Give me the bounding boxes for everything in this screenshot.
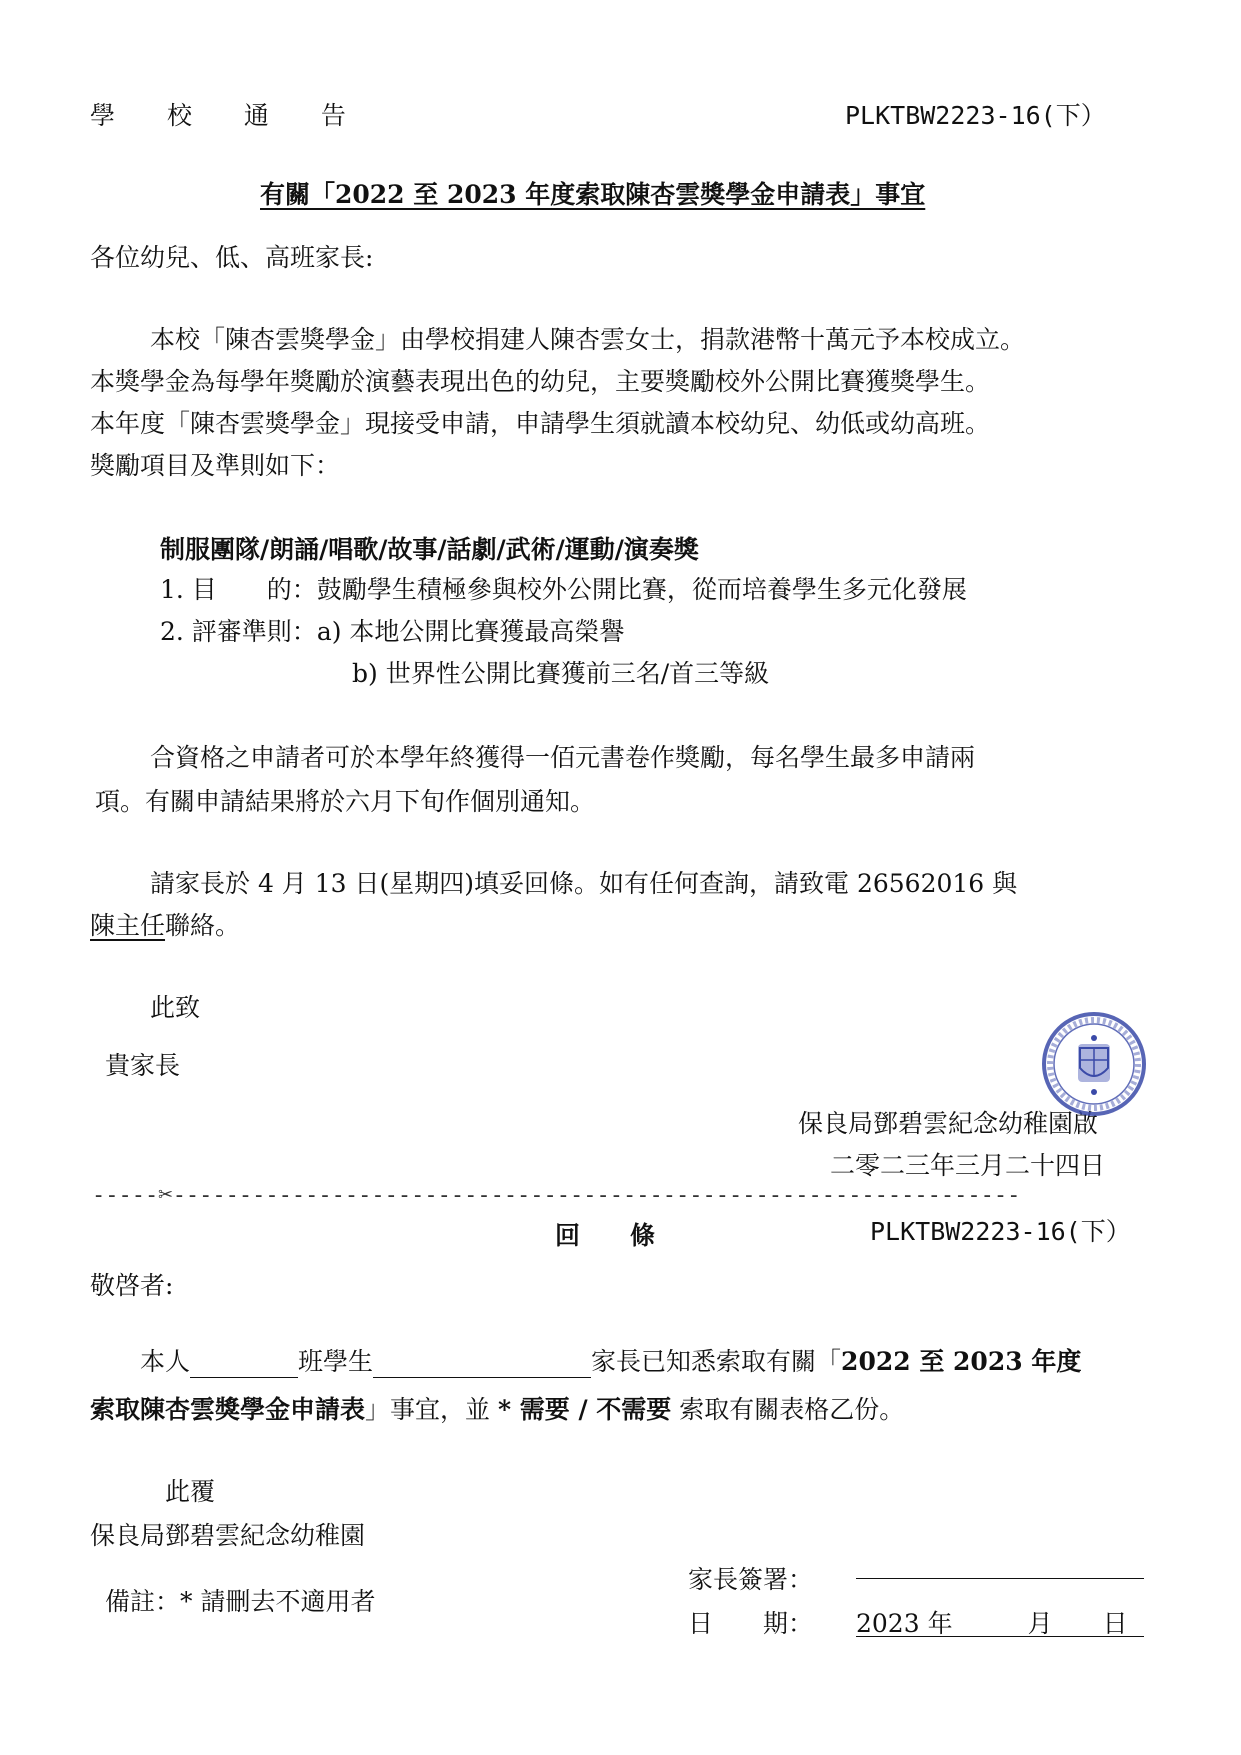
date-underline [856,1636,1144,1637]
para1-line1: 本校「陳杏雲獎學金」由學校捐建人陳杏雲女士，捐款港幣十萬元予本校成立。 [150,325,1026,354]
closing-sender: 保良局鄧碧雲紀念幼稚園啟 [798,1109,1099,1138]
award-item2 [160,612,624,648]
reply-line1-b: 班學生 [298,1347,374,1376]
reply-line1-a: 本人 [140,1347,191,1376]
para1-line3: 本年度「陳杏雲獎學金」現接受申請，申請學生須就讀本校幼兒、幼低或幼高班。 [90,409,991,438]
cut-dashes-right: ---------------------------------------------------------------- [172,1183,1021,1208]
closing-date: 二零二三年三月二十四日 [830,1151,1106,1180]
reply-line2-b: 索取有關表格乙份。 [679,1395,905,1424]
award-item2-b: b) 世界性公開比賽獲前三名/首三等級 [352,659,770,688]
reply-title: 回 條 [555,1221,656,1250]
reply-line2-a: 」事宜，並 [365,1395,491,1424]
salutation: 各位幼兒、低、高班家長: [90,243,374,272]
para1-line4: 獎勵項目及準則如下： [90,451,341,480]
reply-ref-number: PLKTBW2223-16(下） [870,1217,1131,1246]
award-item2-a: a) 本地公開比賽獲最高榮譽 [316,617,625,646]
reply-cifu: 此覆 [165,1477,216,1506]
cut-line [92,1180,1140,1210]
award-heading: 制服團隊/朗誦/唱歌/故事/話劇/武術/運動/演奏獎 [160,535,699,564]
reference-number: PLKTBW2223-16(下） [845,101,1106,130]
reply-line2 [90,1390,904,1426]
date-field[interactable]: 2023 年 月 日 [856,1609,1128,1638]
para2-line1: 合資格之申請者可於本學年終獲得一佰元書卷作獎勵，每名學生最多申請兩 [150,743,976,772]
reply-note: 備註：* 請刪去不適用者 [105,1587,376,1616]
student-name-blank-field[interactable] [373,1349,591,1378]
reply-salutation: 敬啓者: [90,1271,174,1300]
para3-line2 [90,906,240,942]
para1-line2: 本獎學金為每學年獎勵於演藝表現出色的幼兒，主要獎勵校外公開比賽獲獎學生。 [90,367,991,396]
class-blank-field[interactable] [190,1349,298,1378]
reply-line1-bold: 2022 至 2023 年度 [841,1347,1082,1376]
reply-form-name: 索取陳杏雲獎學金申請表 [90,1395,366,1424]
contact-person: 陳主任 [90,911,166,940]
closing-cizhi: 此致 [150,993,201,1022]
reply-line1 [140,1342,1081,1378]
school-seal-stamp-icon [1040,1010,1148,1118]
para3-line1: 請家長於 4 月 13 日(星期四)填妥回條。如有任何查詢，請致電 26562016 與 [150,869,1018,898]
date-label: 日 期： [688,1609,814,1638]
notice-type: 學 校 通 告 [90,101,368,130]
reply-line1-c: 家長已知悉索取有關「 [591,1347,842,1376]
parent-signature-field[interactable] [856,1578,1144,1579]
reply-school: 保良局鄧碧雲紀念幼稚園 [90,1521,366,1550]
award-item1-text: 鼓勵學生積極參與校外公開比賽，從而培養學生多元化發展 [316,575,967,604]
para2-line2: 項。有關申請結果將於六月下旬作個別通知。 [95,787,596,816]
award-item1 [160,570,967,606]
scissors-icon: ✂ [158,1180,173,1208]
cut-dashes-left: ----- [92,1183,159,1208]
award-item2-label: 2. 評審準則： [160,617,317,646]
closing-recipient: 貴家長 [105,1051,181,1080]
need-choice[interactable]: * 需要 / 不需要 [497,1395,672,1424]
parent-signature-label: 家長簽署： [688,1565,814,1594]
para3-line2-rest: 聯絡。 [165,911,241,940]
notice-title: 有關「2022 至 2023 年度索取陳杏雲獎學金申請表」事宜 [260,180,926,209]
award-item1-label: 1. 目 的： [160,575,317,604]
